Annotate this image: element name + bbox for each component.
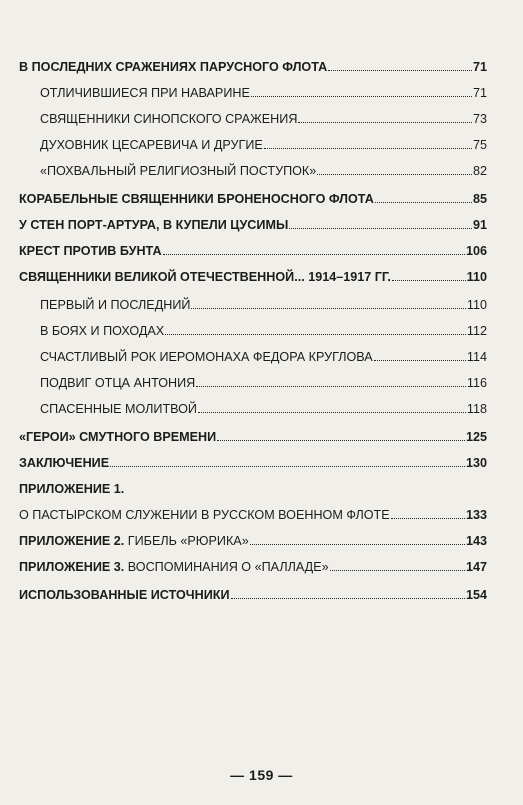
- toc-entry-title: СВЯЩЕННИКИ СИНОПСКОГО СРАЖЕНИЯ: [40, 112, 298, 126]
- toc-leader-dots: [289, 228, 472, 229]
- toc-entry: [19, 395, 487, 417]
- toc-entry-appendix-label: ПРИЛОЖЕНИЕ 3.: [19, 560, 125, 574]
- toc-leader-dots: [298, 122, 472, 123]
- toc-entry: [19, 423, 487, 445]
- toc-entry-title: В ПОСЛЕДНИХ СРАЖЕНИЯХ ПАРУСНОГО ФЛОТА: [19, 60, 328, 74]
- toc-entry: [19, 185, 487, 207]
- toc-leader-dots: [374, 360, 466, 361]
- toc-leader-dots: [191, 308, 466, 309]
- toc-entry-title: ПЕРВЫЙ И ПОСЛЕДНИЙ: [40, 298, 191, 312]
- toc-entry-page: 154: [465, 588, 487, 602]
- toc-entry: [19, 211, 487, 233]
- toc-entry-page: 114: [466, 350, 487, 364]
- toc-leader-dots: [250, 544, 465, 545]
- toc-entry-page: 133: [465, 508, 487, 522]
- toc-entry: [19, 157, 487, 179]
- toc-entry: [19, 263, 487, 285]
- toc-entry-page: 116: [466, 376, 487, 390]
- toc-entry-title: ПРИЛОЖЕНИЕ 3. ВОСПОМИНАНИЯ О «ПАЛЛАДЕ»: [19, 560, 329, 574]
- toc-leader-dots: [328, 70, 472, 71]
- toc-leader-dots: [196, 386, 466, 387]
- toc-entry: [19, 317, 487, 339]
- toc-leader-dots: [317, 174, 472, 175]
- toc-entry-title: СЧАСТЛИВЫЙ РОК ИЕРОМОНАХА ФЕДОРА КРУГЛОВА: [40, 350, 373, 364]
- toc-entry-page: 112: [466, 324, 487, 338]
- toc-entry-page: 71: [472, 60, 487, 74]
- toc-leader-dots: [217, 440, 465, 441]
- toc-entry-appendix-label: ПРИЛОЖЕНИЕ 2.: [19, 534, 125, 548]
- toc-entry: [19, 369, 487, 391]
- toc-entry-title: КРЕСТ ПРОТИВ БУНТА: [19, 244, 162, 258]
- toc-entry: [19, 527, 487, 549]
- toc-entry-title: В БОЯХ И ПОХОДАХ: [40, 324, 165, 338]
- toc-leader-dots: [392, 280, 466, 281]
- toc-entry-page: 82: [472, 164, 487, 178]
- toc-leader-dots: [330, 570, 465, 571]
- toc-leader-dots: [231, 598, 465, 599]
- toc-leader-dots: [110, 466, 465, 467]
- toc-entry: [19, 237, 487, 259]
- toc-leader-dots: [165, 334, 466, 335]
- toc-entry-title: ПРИЛОЖЕНИЕ 1.: [19, 482, 125, 496]
- toc-leader-dots: [264, 148, 472, 149]
- toc-entry-page: 85: [472, 192, 487, 206]
- toc-entry-page: 110: [466, 298, 487, 312]
- toc-entry-page: 71: [472, 86, 487, 100]
- toc-entry-page: 147: [465, 560, 487, 574]
- toc-entry-page: 143: [465, 534, 487, 548]
- toc-leader-dots: [251, 96, 472, 97]
- toc-entry-title: СПАСЕННЫЕ МОЛИТВОЙ: [40, 402, 197, 416]
- toc-entry-title: ДУХОВНИК ЦЕСАРЕВИЧА И ДРУГИЕ: [40, 138, 263, 152]
- toc-entry-title: СВЯЩЕННИКИ ВЕЛИКОЙ ОТЕЧЕСТВЕННОЙ... 1914–1917 ГГ.: [19, 270, 391, 284]
- toc-entry: [19, 475, 487, 497]
- toc-entry-page: 75: [472, 138, 487, 152]
- toc-entry: [19, 449, 487, 471]
- toc-entry: [19, 79, 487, 101]
- toc-leader-dots: [375, 202, 472, 203]
- toc-leader-dots: [391, 518, 465, 519]
- toc-leader-dots: [198, 412, 466, 413]
- page-number: — 159 —: [230, 767, 293, 783]
- toc-entry-page: 125: [465, 430, 487, 444]
- toc-entry-title: ЗАКЛЮЧЕНИЕ: [19, 456, 110, 470]
- toc-entry-page: 118: [466, 402, 487, 416]
- toc-entry-title: ОТЛИЧИВШИЕСЯ ПРИ НАВАРИНЕ: [40, 86, 250, 100]
- toc-entry-title: «ГЕРОИ» СМУТНОГО ВРЕМЕНИ: [19, 430, 217, 444]
- toc-entry: [19, 131, 487, 153]
- toc-entry-title: КОРАБЕЛЬНЫЕ СВЯЩЕННИКИ БРОНЕНОСНОГО ФЛОТА: [19, 192, 374, 206]
- toc-entry-title: «ПОХВАЛЬНЫЙ РЕЛИГИОЗНЫЙ ПОСТУПОК»: [40, 164, 317, 178]
- toc-entry: [19, 553, 487, 575]
- toc-entry-title: О ПАСТЫРСКОМ СЛУЖЕНИИ В РУССКОМ ВОЕННОМ ФЛОТЕ: [19, 508, 390, 522]
- toc-entry-page: 106: [465, 244, 487, 258]
- toc-entry: [19, 53, 487, 75]
- toc-entry-page: 130: [465, 456, 487, 470]
- toc-leader-dots: [163, 254, 465, 255]
- toc-entry-title: У СТЕН ПОРТ-АРТУРА, В КУПЕЛИ ЦУСИМЫ: [19, 218, 289, 232]
- toc-entry: [19, 581, 487, 603]
- toc-entry-title: ИСПОЛЬЗОВАННЫЕ ИСТОЧНИКИ: [19, 588, 230, 602]
- toc-entry: [19, 343, 487, 365]
- toc-entry: [19, 501, 487, 523]
- toc-entry-title: ПОДВИГ ОТЦА АНТОНИЯ: [40, 376, 196, 390]
- toc-entry-page: 73: [472, 112, 487, 126]
- toc-entry-page: 91: [472, 218, 487, 232]
- toc-entry: [19, 291, 487, 313]
- toc-entry: [19, 105, 487, 127]
- toc-entry-page: 110: [466, 270, 487, 284]
- toc-entry-title: ПРИЛОЖЕНИЕ 2. ГИБЕЛЬ «РЮРИКА»: [19, 534, 249, 548]
